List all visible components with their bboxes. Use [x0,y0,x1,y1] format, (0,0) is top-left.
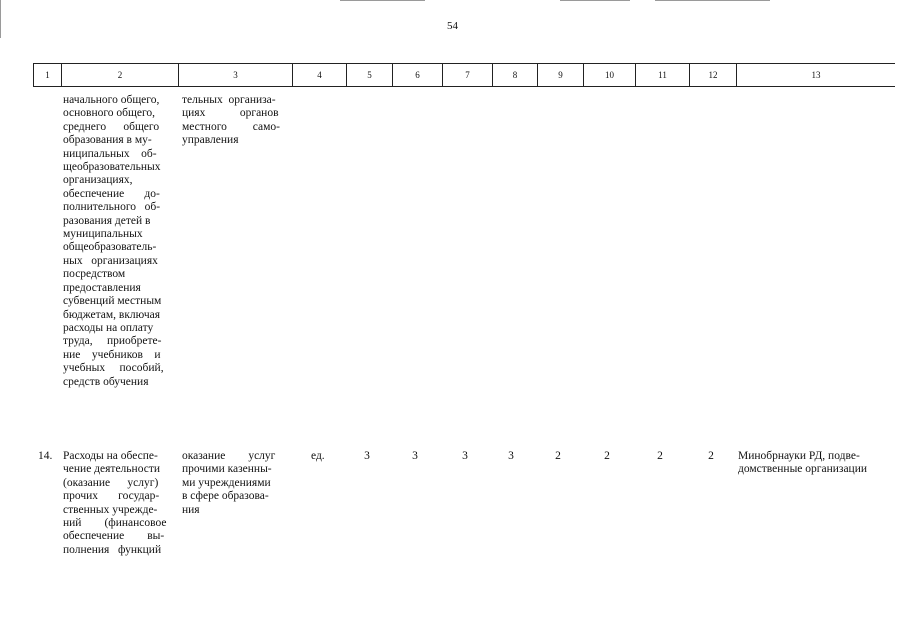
text-line: организациях, [63,174,133,187]
text-line: разования детей в [63,214,151,227]
row-14-description [63,450,167,557]
row-14-value-col11: 2 [657,450,663,462]
header-col-12: 12 [690,64,737,86]
scan-border-line [0,0,1,38]
text-line: муниципальных [63,228,143,241]
text-line: прочими казенны- [182,463,272,476]
text-line: бюджетам, включая [63,308,160,321]
text-line: посредством [63,268,126,281]
text-line: местного само- [182,120,280,133]
header-col-3: 3 [179,64,293,86]
table-header-row [33,63,895,87]
header-col-7: 7 [443,64,493,86]
header-col-2: 2 [62,64,179,86]
text-line: труда, приобрете- [63,335,162,348]
row-14-value-col10: 2 [604,450,610,462]
row-14-value-col12: 2 [708,450,714,462]
page-number: 54 [447,20,458,32]
text-line: чение деятельности [63,463,161,476]
text-line: предоставления [63,281,141,294]
row-14-value-col9: 2 [555,450,561,462]
text-line: ных организациях [63,254,158,267]
text-line: основного общего, [63,107,156,120]
text-line: в сфере образова- [182,490,269,503]
scan-top-mark [655,0,770,1]
text-line: ственных учрежде- [63,503,158,516]
row-14-number: 14. [38,450,53,462]
row-14-value-col5: 3 [364,450,370,462]
header-col-9: 9 [538,64,584,86]
text-line: ния [182,503,200,516]
text-line: ми учреждениями [182,476,271,489]
text-line: учебных пособий, [63,362,164,375]
header-col-13: 13 [811,70,821,80]
row-14-executor [738,450,867,477]
text-line: средств обучения [63,375,149,388]
text-line: расходы на оплату [63,321,154,334]
text-line: Расходы на обеспе- [63,450,158,462]
header-col-5: 5 [347,64,393,86]
text-line: домственные организации [738,463,868,476]
header-col-1: 1 [33,64,62,86]
row-14-value-col7: 3 [462,450,468,462]
row-14-unit: ед. [311,450,325,462]
scan-top-mark [560,0,630,1]
text-line: ние учебников и [63,348,161,361]
text-line: прочих государ- [63,490,160,503]
text-line: ний (финансовое [63,517,167,530]
header-col-8: 8 [493,64,538,86]
text-line: (оказание услуг) [63,476,159,489]
text-line: оказание услуг [182,450,276,462]
text-line: управления [182,134,239,147]
text-line: начального общего, [63,94,160,106]
text-line: среднего общего [63,120,160,133]
row-14-value-col8: 3 [508,450,514,462]
row-14-value-col6: 3 [412,450,418,462]
text-line: тельных организа- [182,94,276,106]
text-line: общеобразователь- [63,241,157,254]
text-line: Минобрнауки РД, подве- [738,450,860,462]
text-line: обеспечение вы- [63,530,165,543]
text-line: циях органов [182,107,279,120]
text-line: щеобразовательных [63,161,161,174]
text-line: ниципальных об- [63,147,157,160]
scan-top-mark [340,0,425,1]
text-line: образования в му- [63,134,152,147]
text-line: субвенций местным [63,295,162,308]
header-col-11: 11 [636,64,690,86]
text-line: полнительного об- [63,201,161,214]
row-14-service [182,450,275,517]
text-line: обеспечение до- [63,187,160,200]
header-col-10: 10 [584,64,636,86]
continued-row-description [63,94,164,389]
text-line: полнения функций [63,543,162,556]
continued-row-responsible-bodies [182,94,280,148]
header-col-6: 6 [393,64,443,86]
header-col-4: 4 [293,64,347,86]
